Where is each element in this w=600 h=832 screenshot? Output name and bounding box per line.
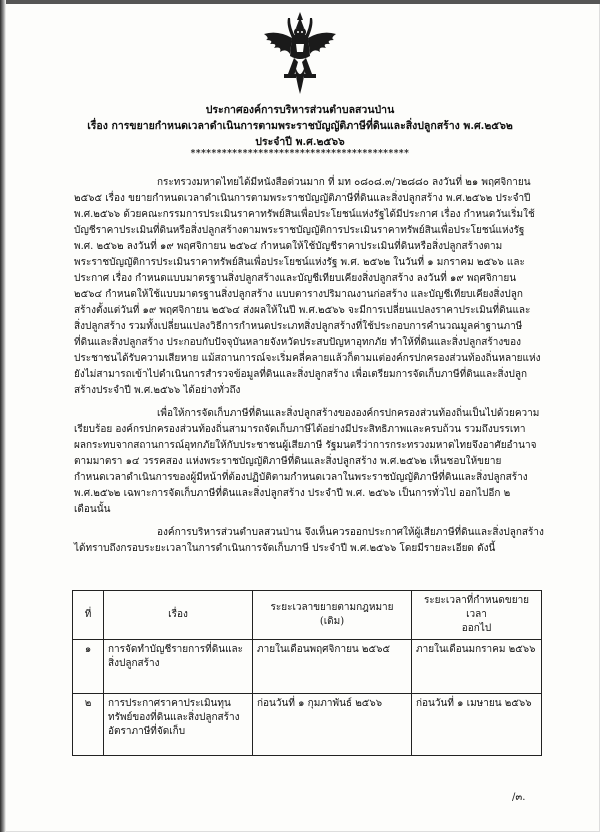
para1-line: บัญชีราคาประเมินที่ดินหรือสิ่งปลูกสร้างตามพระราชบัญญัติการประเมินราคาทรัพย์สินเพื่อประโยชน์แห่งรัฐ (74, 225, 525, 236)
para1-line: ประชาชนได้รับความเสียหาย แม้สถานการณ์จะเริ่มคลี่คลายแล้วก็ตามแต่องค์กรปกครองส่วนท้องถิ่นหลายแห่ง (74, 353, 541, 364)
para1-line: ๒๕๖๔ กำหนดให้ใช้แบบมาตรฐานสิ่งปลูกสร้าง แบบตารางปริมาณงานก่อสร้าง และบัญชีเทียบเคียงสิ่งปลูก (74, 289, 523, 300)
para1-line: สิ่งปลูกสร้าง รวมทั้งเปลี่ยนแปลงวิธีการกำหนดประเภทสิ่งปลูกสร้างที่ใช้ประกอบการคำนวณมูลค่าฐานภาษี (74, 321, 523, 332)
separator-stars: ****************************************** (190, 149, 410, 159)
row-extended-deadline: ก่อนวันที่ ๑ เมษายน ๒๕๖๖ (412, 694, 542, 756)
row-original-deadline: ก่อนวันที่ ๑ กุมภาพันธ์ ๒๕๖๖ (253, 694, 412, 756)
para1-line: ที่ดินและสิ่งปลูกสร้าง ประกอบกับปัจจุบันหลายจังหวัดประสบปัญหาอุทกภัย ทำให้ที่ดินและสิ่งปลูกสร้างของ (74, 337, 521, 348)
para2-line: เดือนนั้น (74, 504, 111, 515)
para1-line: กระทรวงมหาดไทยได้มีหนังสือด่วนมาก ที่ มท ๐๘๐๘.๓/ว๒๘๘๐ ลงวันที่ ๒๑ พฤศจิกายน (157, 177, 531, 188)
scan-top-edge (0, 0, 600, 4)
col-header-original-label: ระยะเวลาขยายตามกฎหมาย (เดิม) (270, 602, 394, 627)
garuda-emblem-icon (258, 10, 342, 96)
schedule-table (72, 590, 542, 756)
announcement-subject: เรื่อง การขยายกำหนดเวลาดำเนินการตามพระราชบัญญัติภาษีที่ดินและสิ่งปลูกสร้าง พ.ศ.๒๕๖๒ (87, 120, 513, 132)
row-original-deadline: ภายในเดือนพฤศจิกายน ๒๕๖๕ (253, 640, 412, 694)
para2-line: พ.ศ.๒๕๖๒ เฉพาะการจัดเก็บภาษีที่ดินและสิ่งปลูกสร้าง ประจำปี พ.ศ. ๒๕๖๖ เป็นการทั่วไป ออกไปอีก ๒ (74, 488, 511, 499)
row-extended-deadline: ภายในเดือนมกราคม ๒๕๖๖ (412, 640, 542, 694)
para2-line: กำหนดเวลาดำเนินการของผู้มีหน้าที่ต้องปฏิบัติตามกำหนดเวลาในพระราชบัญญัติภาษีที่ดินและสิ่งปลูกสร้าง (74, 472, 528, 483)
col-header-extended-label: ระยะเวลาที่กำหนดขยายเวลา ออกไป (423, 595, 530, 634)
para1-line: สร้างประจำปี พ.ศ.๒๕๖๖ ได้อย่างทั่วถึง (74, 385, 241, 396)
para1-line: ประกาศ เรื่อง กำหนดแบบมาตรฐานสิ่งปลูกสร้างและบัญชีเทียบเคียงสิ่งปลูกสร้าง ลงวันที่ ๑๙ พฤศจิกายน (74, 273, 517, 284)
para2-line: เรียบร้อย องค์กรปกครองส่วนท้องถิ่นสามารถจัดเก็บภาษีได้อย่างมีประสิทธิภาพและครบถ้วน รวมถึงบรรเทา (74, 424, 526, 435)
row-subject: การจัดทำบัญชีรายการที่ดินและสิ่งปลูกสร้าง (104, 640, 253, 694)
para1-line: ยังไม่สามารถเข้าไปดำเนินการสำรวจข้อมูลที่ดินและสิ่งปลูกสร้าง เพื่อเตรียมการจัดเก็บภาษีที่ดินและสิ่งปลูก (74, 369, 528, 380)
para1-line: พ.ศ.๒๕๖๖ ด้วยคณะกรรมการประเมินราคาทรัพย์สินเพื่อประโยชน์แห่งรัฐได้มีประกาศ เรื่อง กำหนดวันเริ่มใช้ (74, 209, 535, 220)
page-continuation-ref: /๓. (512, 792, 526, 803)
para2-line: เพื่อให้การจัดเก็บภาษีที่ดินและสิ่งปลูกสร้างขององค์กรปกครองส่วนท้องถิ่นเป็นไปด้วยความ (157, 408, 540, 419)
announcement-year: ประจำปี พ.ศ.๒๕๖๖ (255, 136, 345, 148)
col-header-number-label: ที่ (84, 609, 92, 620)
row-number: ๒ (73, 694, 104, 756)
col-header-extended (412, 591, 542, 640)
announcement-title: ประกาศองค์การบริหารส่วนตำบลสวนป่าน (205, 104, 395, 116)
row-subject: การประกาศราคาประเมินทุนทรัพย์ของที่ดินและสิ่งปลูกสร้าง อัตราภาษีที่จัดเก็บ (104, 694, 253, 756)
col-header-subject (104, 591, 253, 640)
para3-line: องค์การบริหารส่วนตำบลสวนป่าน จึงเห็นควรออกประกาศให้ผู้เสียภาษีที่ดินและสิ่งปลูกสร้าง (157, 527, 544, 538)
col-header-original (253, 591, 412, 640)
para1-line: ๒๕๖๕ เรื่อง ขยายกำหนดเวลาดำเนินการตามพระราชบัญญัติภาษีที่ดินและสิ่งปลูกสร้าง พ.ศ.๒๕๖๒ ประจำปี (74, 193, 531, 204)
row-number: ๑ (73, 640, 104, 694)
para1-line: พระราชบัญญัติการประเมินราคาทรัพย์สินเพื่อประโยชน์แห่งรัฐ พ.ศ. ๒๕๖๒ ในวันที่ ๑ มกราคม ๒๕๖๖ และ (74, 257, 525, 268)
col-header-number (73, 591, 104, 640)
table-row (73, 694, 542, 756)
para1-line: สร้างตั้งแต่วันที่ ๑๙ พฤศจิกายน ๒๕๖๔ ส่งผลให้ในปี พ.ศ.๒๕๖๖ จะมีการเปลี่ยนแปลงราคาประเมินที่ดินและ (74, 305, 531, 316)
table-row (73, 640, 542, 694)
para1-line: พ.ศ. ๒๕๖๒ ลงวันที่ ๑๙ พฤศจิกายน ๒๕๖๔ กำหนดให้ใช้บัญชีราคาประเมินที่ดินหรือสิ่งปลูกสร้างตาม (74, 241, 503, 252)
para2-line: ตามมาตรา ๑๔ วรรคสอง แห่งพระราชบัญญัติภาษีที่ดินและสิ่งปลูกสร้าง พ.ศ.๒๕๖๒ เห็นชอบให้ขยาย (74, 456, 502, 467)
para3-line: ได้ทราบถึงกรอบระยะเวลาในการดำเนินการจัดเก็บภาษี ประจำปี พ.ศ.๒๕๖๖ โดยมีรายละเอียด ดังนี้ (74, 543, 496, 554)
col-header-subject-label: เรื่อง (168, 609, 188, 620)
table-header-row (73, 591, 542, 640)
para2-line: ผลกระทบจากสถานการณ์อุทกภัยให้กับประชาชนผู้เสียภาษี รัฐมนตรีว่าการกระทรวงมหาดไทยจึงอาศัยอำนาจ (74, 440, 537, 451)
